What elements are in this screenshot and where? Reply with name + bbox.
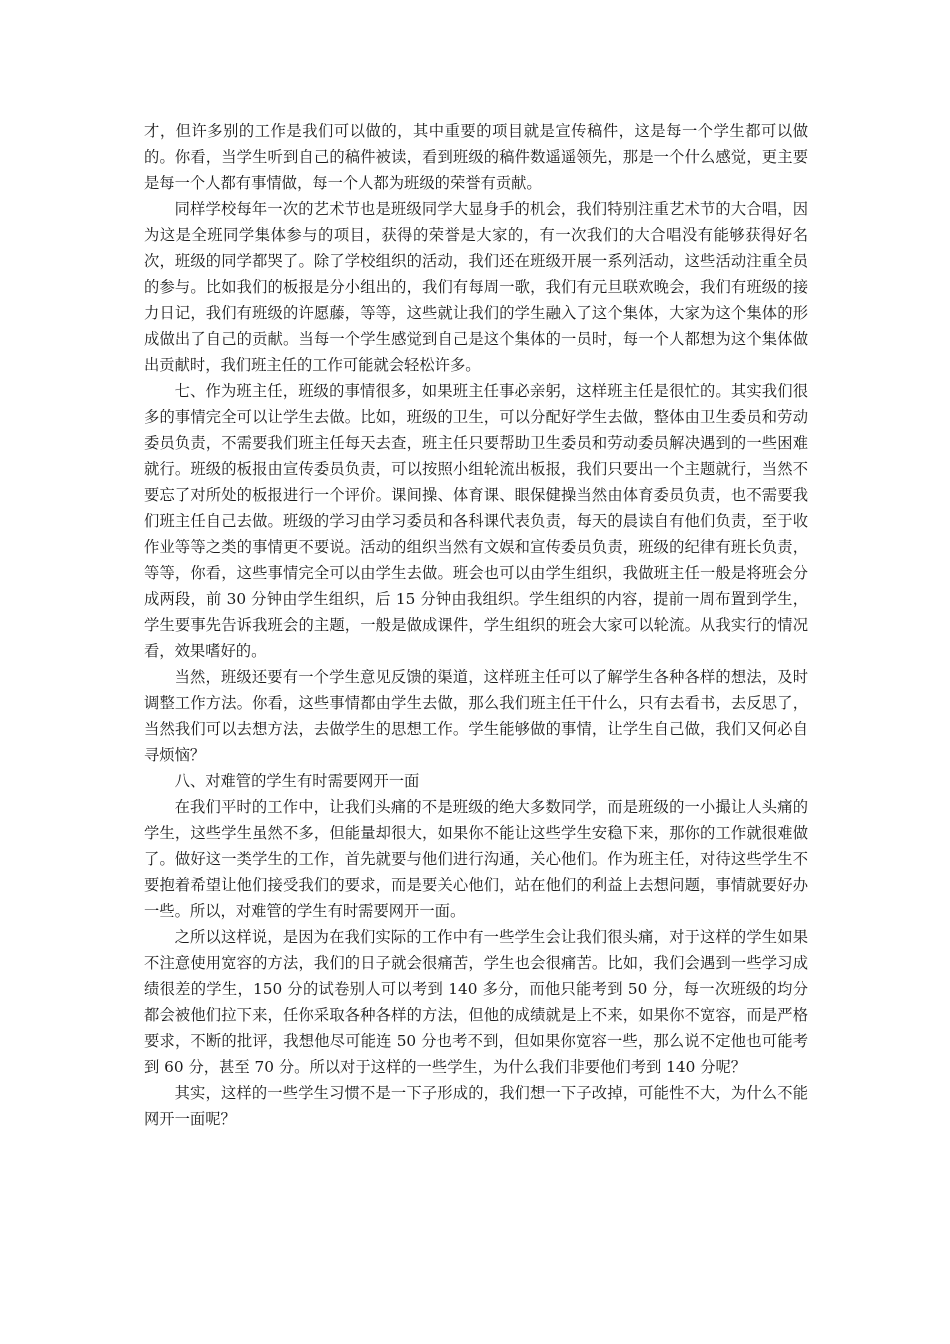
paragraph-2: 同样学校每年一次的艺术节也是班级同学大显身手的机会，我们特别注重艺术节的大合唱，因为这是全班同学集体参与的项目，获得的荣誉是大家的，有一次我们的大合唱没有能够获得好名次，班级的同学都哭了。除了学校组织的活动，我们还在班级开展一系列活动，这些活动注重全员的参与。比如我们的板报是分小组出的，我们有每周一歌，我们有元旦联欢晚会，我们有班级的接力日记，我们有班级的许愿藤，等等，这些就让我们的学生融入了这个集体，大家为这个集体的形成做出了自己的贡献。当每一个学生感觉到自己是这个集体的一员时，每一个人都想为这个集体做出贡献时，我们班主任的工作可能就会轻松许多。 xyxy=(144,200,808,374)
paragraph-3: 七、作为班主任，班级的事情很多，如果班主任事必亲躬，这样班主任是很忙的。其实我们很多的事情完全可以让学生去做。比如，班级的卫生，可以分配好学生去做，整体由卫生委员和劳动委员负责，不需要我们班主任每天去查，班主任只要帮助卫生委员和劳动委员解决遇到的一些困难就行。班级的板报由宣传委员负责，可以按照小组轮流出板报，我们只要出一个主题就行，当然不要忘了对所处的板报进行一个评价。课间操、体育课、眼保健操当然由体育委员负责，也不需要我们班主任自己去做。班级的学习由学习委员和各科课代表负责，每天的晨读自有他们负责，至于收作业等等之类的事情更不要说。活动的组织当然有文娱和宣传委员负责，班级的纪律有班长负责，等等，你看，这些事情完全可以由学生去做。班会也可以由学生组织，我做班主任一般是将班会分成两段，前 30 分钟由学生组织，后 15 分钟由我组织。学生组织的内容，提前一周布置到学生，学生要事先告诉我班会的主题，一般是做成课件，学生组织的班会大家可以轮流。从我实行的情况看，效果嗜好的。 xyxy=(144,382,808,660)
paragraph-4: 当然，班级还要有一个学生意见反馈的渠道，这样班主任可以了解学生各种各样的想法，及时调整工作方法。你看，这些事情都由学生去做，那么我们班主任干什么，只有去看书，去反思了，当然我们可以去想方法，去做学生的思想工作。学生能够做的事情，让学生自己做，我们又何必自寻烦恼？ xyxy=(144,668,808,764)
document-page xyxy=(144,118,808,1132)
paragraph-5: 在我们平时的工作中，让我们头痛的不是班级的绝大多数同学，而是班级的一小撮让人头痛的学生，这些学生虽然不多，但能量却很大，如果你不能让这些学生安稳下来，那你的工作就很难做了。做好这一类学生的工作，首先就要与他们进行沟通，关心他们。作为班主任，对待这些学生不要抱着希望让他们接受我们的要求，而是要关心他们，站在他们的利益上去想问题，事情就要好办一些。所以，对难管的学生有时需要网开一面。 xyxy=(144,798,808,920)
paragraph-7: 其实，这样的一些学生习惯不是一下子形成的，我们想一下子改掉，可能性不大，为什么不能网开一面呢？ xyxy=(144,1084,808,1128)
paragraph-6: 之所以这样说，是因为在我们实际的工作中有一些学生会让我们很头痛，对于这样的学生如果不注意使用宽容的方法，我们的日子就会很痛苦，学生也会很痛苦。比如，我们会遇到一些学习成绩很差的学生，150 分的试卷别人可以考到 140 多分，而他只能考到 50 分，每一次班级的均分都会被他们拉下来，任你采取各种各样的方法，但他的成绩就是上不来，如果你不宽容，而是严格要求，不断的批评，我想他尽可能连 50 分也考不到，但如果你宽容一些，那么说不定他也可能考到 60 分，甚至 70 分。所以对于这样的一些学生，为什么我们非要他们考到 140 分呢？ xyxy=(144,928,808,1076)
paragraph-1: 才，但许多别的工作是我们可以做的，其中重要的项目就是宣传稿件，这是每一个学生都可以做的。你看，当学生听到自己的稿件被读，看到班级的稿件数遥遥领先，那是一个什么感觉，更主要是每一个人都有事情做，每一个人都为班级的荣誉有贡献。 xyxy=(144,122,808,192)
section-heading: 八、对难管的学生有时需要网开一面 xyxy=(174,772,420,790)
